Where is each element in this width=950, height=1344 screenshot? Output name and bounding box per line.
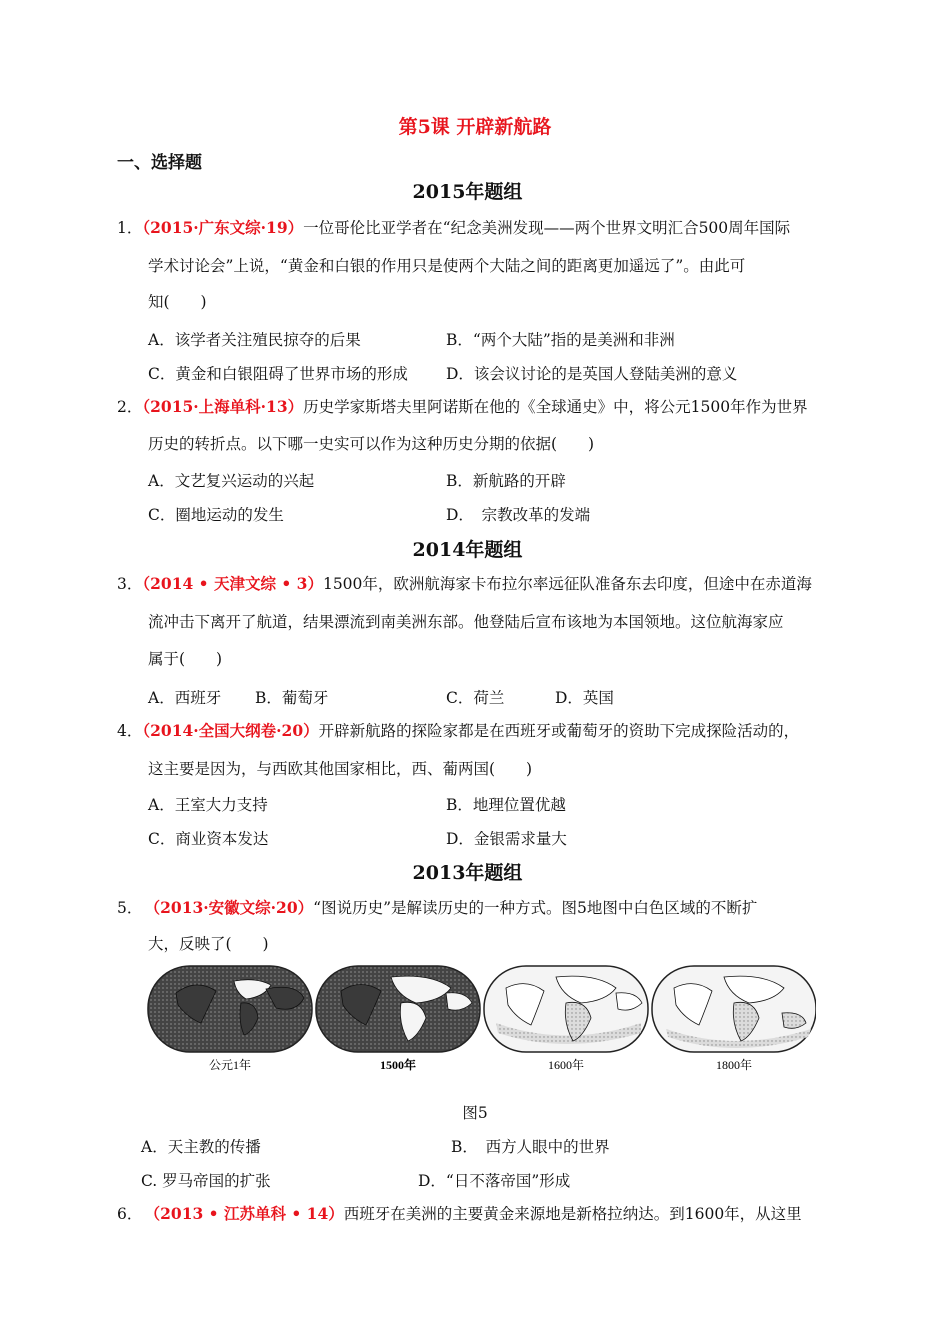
question-number: 3． <box>117 575 143 593</box>
question-2-line-2: 历史的转折点。以下哪一史实可以作为这种历史分期的依据( ) <box>148 435 595 453</box>
question-source: （2015·上海单科·13） <box>142 397 304 416</box>
question-3-option-a: A．西班牙 <box>148 689 222 707</box>
group-heading-2014: 2014年题组 <box>412 539 523 561</box>
question-3-option-d: D．英国 <box>555 689 614 707</box>
map-1-globe <box>148 966 312 1052</box>
question-number: 4． <box>117 722 143 740</box>
question-1-line-1 <box>117 218 790 238</box>
map-2-globe <box>316 966 480 1052</box>
group-heading-2013: 2013年题组 <box>412 862 523 884</box>
question-5-line-1 <box>117 898 757 918</box>
question-3-line-2: 流冲击下离开了航道，结果漂流到南美洲东部。他登陆后宣布该地为本国领地。这位航海家应 <box>148 613 784 631</box>
question-4-option-d: D．金银需求量大 <box>446 830 567 848</box>
question-number: 1． <box>117 219 143 237</box>
question-number: 6． <box>117 1205 143 1223</box>
page-title: 第5课 开辟新航路 <box>398 116 552 138</box>
question-1-option-c: C．黄金和白银阻碍了世界市场的形成 <box>148 365 408 383</box>
question-3-line-3: 属于( ) <box>148 650 223 668</box>
question-source: （2014·全国大纲卷·20） <box>142 721 319 740</box>
question-4-option-c: C．商业资本发达 <box>148 830 269 848</box>
question-number: 2． <box>117 398 143 416</box>
question-5-option-c: C. 罗马帝国的扩张 <box>141 1172 271 1190</box>
question-source: （2014 • 天津文综 • 3） <box>142 574 323 593</box>
question-2-option-b: B．新航路的开辟 <box>446 472 566 490</box>
question-2-option-c: C．圈地运动的发生 <box>148 506 284 524</box>
question-text: 一位哥伦比亚学者在“纪念美洲发现——两个世界文明汇合500周年国际 <box>303 219 791 237</box>
question-3-line-1 <box>117 574 812 594</box>
question-1-option-a: A．该学者关注殖民掠夺的后果 <box>148 331 361 349</box>
question-source: （2015·广东文综·19） <box>142 218 304 237</box>
question-4-line-1 <box>117 721 799 741</box>
question-number: 5． <box>117 899 143 917</box>
question-2-option-d: D． 宗教改革的发端 <box>446 506 591 524</box>
question-source: （2013·安徽文综·20） <box>152 898 314 917</box>
question-4-line-2: 这主要是因为，与西欧其他国家相比，西、葡两国( ) <box>148 760 533 778</box>
question-4-option-b: B．地理位置优越 <box>446 796 566 814</box>
question-1-line-3: 知( ) <box>148 293 207 311</box>
question-6-line-1 <box>117 1204 802 1224</box>
map-2-label: 1500年 <box>379 1058 417 1072</box>
group-heading-2015: 2015年题组 <box>412 181 523 203</box>
figure-caption: 图5 <box>462 1104 488 1122</box>
question-1-option-d: D．该会议讨论的是英国人登陆美洲的意义 <box>446 365 738 383</box>
question-1-line-2: 学术讨论会”上说，“黄金和白银的作用只是使两个大陆之间的距离更加遥远了”。由此可 <box>148 257 746 275</box>
question-text: 西班牙在美洲的主要黄金来源地是新格拉纳达。到1600年，从这里 <box>343 1205 802 1223</box>
question-text: “图说历史”是解读历史的一种方式。图5地图中白色区域的不断扩 <box>313 899 758 917</box>
question-2-option-a: A．文艺复兴运动的兴起 <box>148 472 315 490</box>
question-2-line-1 <box>117 397 808 417</box>
question-5-option-a: A．天主教的传播 <box>141 1138 261 1156</box>
map-3-label: 1600年 <box>547 1058 585 1072</box>
section-heading: 一、选择题 <box>117 153 202 173</box>
question-text: 开辟新航路的探险家都是在西班牙或葡萄牙的资助下完成探险活动的， <box>318 722 800 740</box>
map-4-label: 1800年 <box>715 1058 753 1072</box>
question-1-option-b: B．“两个大陆”指的是美洲和非洲 <box>446 331 675 349</box>
map-1-label: 公元1年 <box>208 1058 252 1072</box>
question-5-line-2: 大，反映了( ) <box>148 935 269 953</box>
question-5-option-d: D．“日不落帝国”形成 <box>418 1172 571 1190</box>
question-source: （2013 • 江苏单科 • 14） <box>152 1204 344 1223</box>
question-text: 历史学家斯塔夫里阿诺斯在他的《全球通史》中，将公元1500年作为世界 <box>303 398 808 416</box>
map-3-globe <box>484 966 648 1052</box>
question-3-option-c: C．荷兰 <box>446 689 505 707</box>
question-text: 1500年，欧洲航海家卡布拉尔率远征队准备东去印度，但途中在赤道海 <box>322 575 812 593</box>
figure-5-world-maps <box>146 963 816 1075</box>
map-4-globe <box>652 966 816 1052</box>
question-4-option-a: A．王室大力支持 <box>148 796 268 814</box>
question-5-option-b: B． 西方人眼中的世界 <box>451 1138 610 1156</box>
question-3-option-b: B．葡萄牙 <box>255 689 329 707</box>
